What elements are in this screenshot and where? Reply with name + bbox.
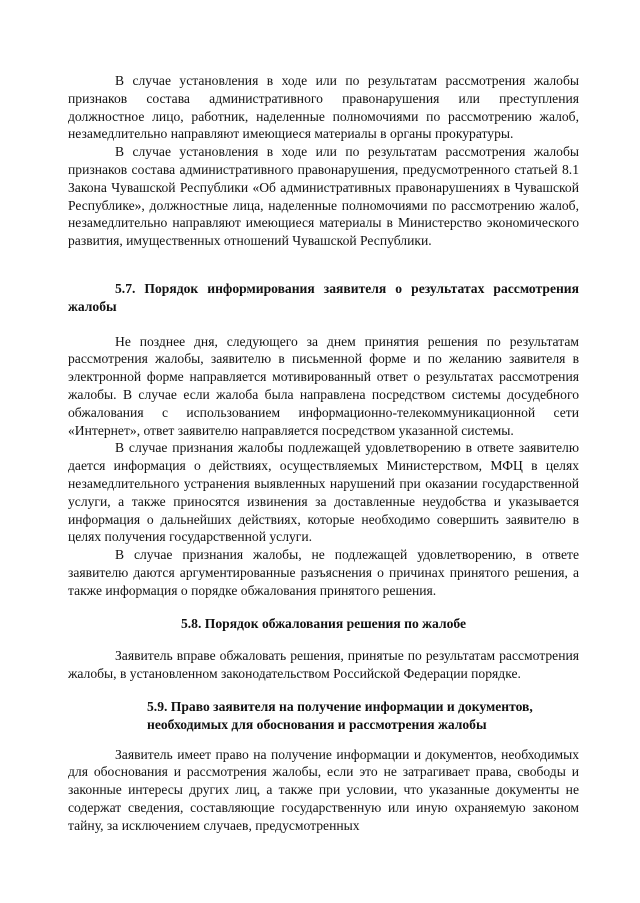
paragraph-response-deadline: Не позднее дня, следующего за днем принятия решения по результатам рассмотрения жалобы, заявителю в письменной форме и по желанию заявителя в электронной форме направляется мотивированный ответ о результатах рассмотрения жалобы. В случае если жалоба была направлена посредством системы досудебного обжалования с использованием информационно-телекоммуникационной сети «Интернет», ответ заявителю направляется посредством указанной системы. [68,333,579,438]
paragraph-prosecutor-referral: В случае установления в ходе или по результатам рассмотрения жалобы признаков состава административного правонарушения или преступления должностное лицо, работник, наделенные полномочиями по рассмотрению жалоб, незамедлительно направляют имеющиеся материалы в органы прокуратуры. [68,73,579,142]
section-heading-5-9-line-2: необходимых для обоснования и рассмотрения жалобы [147,716,487,732]
spacer [68,734,579,746]
section-heading-5-7: 5.7. Порядок информирования заявителя о результатах рассмотрения жалобы [68,280,579,314]
paragraph-complaint-rejected: В случае признания жалобы, не подлежащей удовлетворению, в ответе заявителю даются аргументированные разъяснения о причинах принятого решения, а также информация о порядке обжалования принятого решения. [68,547,579,598]
paragraph-ministry-referral: В случае установления в ходе или по результатам рассмотрения жалобы признаков состава административного правонарушения, предусмотренного статьей 8.1 Закона Чувашской Республики «Об административных правонарушениях в Чувашской Республике», должностные лица, наделенные полномочиями по рассмотрению жалоб, незамедлительно направляют имеющиеся материалы в Министерство экономического развития, имущественных отношений Чувашской Республики. [68,144,579,249]
paragraph-information-right: Заявитель имеет право на получение информации и документов, необходимых для обоснования и рассмотрения жалобы, если это не затрагивает права, свободы и законные интересы других лиц, а также при условии, что указанные документы не содержат сведения, составляющие государственную или иную охраняемую законом тайну, за исключением случаев, предусмотренных [68,746,579,833]
spacer [68,600,579,615]
spacer [68,250,579,280]
document-page [68,72,579,834]
paragraph-appeal-right: Заявитель вправе обжаловать решения, принятые по результатам рассмотрения жалобы, в установленном законодательством Российской Федерации порядке. [68,648,579,682]
section-heading-5-8: 5.8. Порядок обжалования решения по жалобе [180,615,467,631]
section-heading-5-9-line-1: 5.9. Право заявителя на получение информации и документов, [147,698,533,714]
spacer [68,683,579,698]
spacer [68,632,579,647]
spacer [68,316,579,333]
paragraph-complaint-satisfied: В случае признания жалобы подлежащей удовлетворению в ответе заявителю дается информация о действиях, осуществляемых Министерством, МФЦ в целях незамедлительного устранения выявленных нарушений при оказании государственной услуги, а также приносятся извинения за доставленные неудобства и указывается информация о дальнейших действиях, которые необходимо совершить заявителю в целях получения государственной услуги. [68,440,579,545]
